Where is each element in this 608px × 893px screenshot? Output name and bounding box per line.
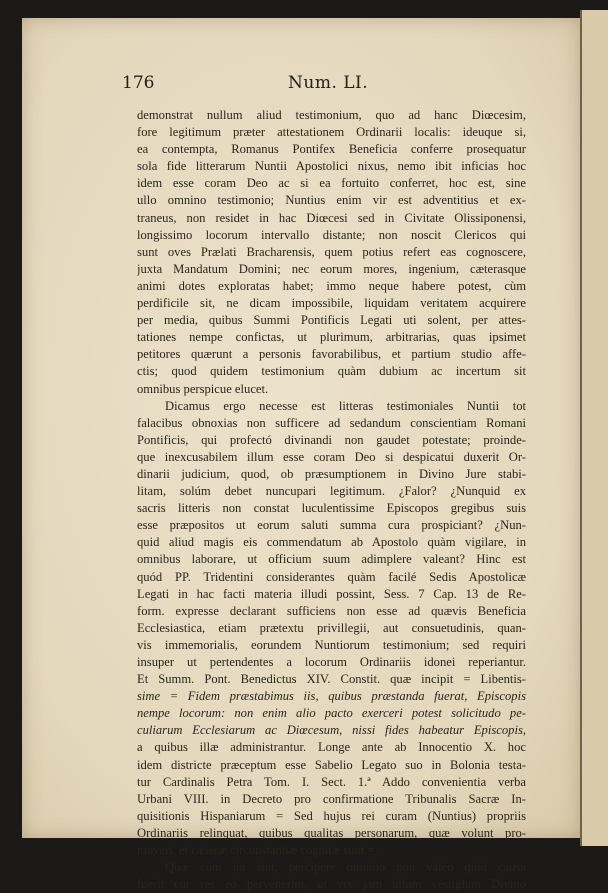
text-line: juxta Mandatum Domini; nec eorum mores, ingenium, cæterasque — [137, 261, 526, 276]
text-line: a quibus illæ administrantur. Longe ante ab Innocentio X. hoc — [137, 740, 526, 755]
text-line: traneus, non residet in hac Diœcesi sed in Civitate Olissiponensi, — [137, 210, 526, 225]
text-line: Ecclesiastica, etiam prætextu privillegii, aut consuetudinis, quan- — [137, 620, 526, 635]
running-title: Num. LI. — [288, 73, 369, 93]
text-line: culiarum Ecclesiarum ac Diœcesum, nissi fides habeatur Episcopis, — [137, 723, 526, 738]
adjacent-page-edge — [580, 10, 608, 846]
page-number: 176 — [122, 73, 155, 93]
text-line: omnibus perspicue elucet. — [137, 381, 269, 396]
text-line: petitores quærunt a personis favorabilibus, et partium studio affe- — [137, 347, 526, 362]
text-line: Pontificis, qui profectó divinandi non gaudet potestate; proinde- — [137, 432, 526, 447]
text-line: Ordinariis relinquat, quibus qualitas personarum, quæ volunt pro- — [137, 825, 526, 840]
text-line: Et Summ. Pont. Benedictus XIV. Constit. quæ incipit = Libentis- — [137, 672, 526, 687]
page-header — [122, 73, 522, 97]
text-line: Dicamus ergo necesse est litteras testimoniales Nuntii tot — [165, 398, 526, 413]
text-line: esse præpositos ut eorum saluti summa cura prospiciant? ¿Nun- — [137, 518, 526, 533]
text-line: litam, solúm debet nuncupari legitimum. ¿Falor? ¿Nunquid ex — [137, 484, 526, 499]
text-line: idem esse coram Deo ac si ea fortuito conferret, hoc est, sine — [137, 176, 526, 191]
text-line: tationes nempe confictas, ut plurimum, arbitrarias, quas ipsimet — [137, 330, 526, 345]
text-line: Urbani VIII. in Decreto pro confirmatione Tribunalis Sacræ In- — [137, 791, 526, 806]
text-line: quid aliud magis eis commendatum ab Apostolo quàm vigilare, in — [137, 535, 526, 550]
text-line: fuerit cur res eó pervenerint, ut vix jam ullum vestigium Divino — [137, 877, 526, 892]
text-line: nempe locorum: non enim alio pacto exerceri potest solicitudo pe- — [137, 706, 526, 721]
text-line: que inexcusabilem illum esse coram Deo si despicatui duxerit Or- — [137, 449, 526, 464]
text-line: insuper ut pertendentes a locorum Ordinariis idonei reperiantur. — [137, 655, 526, 669]
text-line: ea contempta, Romanus Pontifex Beneficia conferre prosequatur — [137, 142, 526, 157]
text-line: sunt oves Prælati Bracharensis, quem potius refert eas cognoscere, — [137, 244, 526, 259]
text-line: vis immemorialis, eorundem Nuntiorum testimonium; sed requiri — [137, 637, 526, 652]
text-line: form. expresse declarant sufficiens non esse ad quævis Beneficia — [137, 603, 526, 618]
text-line: perdificile sit, ne dicam impossibile, liquidam veritatem acquirere — [137, 296, 526, 311]
text-line: Legati in hac facti materia illudi possint, Sess. 7 Cap. 13 de Re- — [137, 586, 526, 601]
text-line: sime = Fidem præstabimus iis, quibus præstanda fuerat, Episcopis — [137, 689, 526, 704]
text-line: quód PP. Tridentini considerantes quàm facilé Sedis Apostolicæ — [137, 569, 526, 584]
text-line: ctis; quod quidem testimonium quàm dubium ac incertum sit — [137, 364, 526, 379]
text-line: Quæ cúm ita sint, percipere omnino non valeo quid causa — [165, 860, 526, 875]
text-line: omnibus laborare, ut officium suum adimplere valeant? Hinc est — [137, 552, 526, 567]
text-line: moveri, et cæteræ circunstantiæ cognitæ sunt =. — [137, 843, 378, 858]
text-line: idem districte præceptum esse Sabelio Legato suo in Bolonia testa- — [137, 757, 526, 772]
text-line: dinarii judicium, quod, ob præsumptionem in Divino Jure stabi- — [137, 466, 526, 481]
text-line: per media, quibus Summi Pontificis Legati uti solent, per attes- — [137, 313, 526, 328]
text-line: quisitionis Hispaniarum = Sed hujus rei curam (Nuntius) propriis — [137, 808, 526, 823]
text-line: ullo omnino testimonio; Nuntius enim vir est adventitius et ex- — [137, 193, 526, 208]
text-line: tur Cardinalis Petra Tom. I. Sect. 1.ª Addo convenientia verba — [137, 774, 526, 789]
text-line: longissimo locorum intervallo distante; non noscit Clericos qui — [137, 227, 526, 242]
body-text — [137, 107, 526, 893]
text-line: falacibus obnoxias non sufficere ad sedandum conscientiam Romani — [137, 415, 526, 430]
text-line: demonstrat nullum aliud testimonium, quo ad hanc Diœcesim, — [137, 108, 526, 122]
text-line: fore legitimum præter attestationem Ordinarii localis: ideuque si, — [137, 125, 526, 140]
text-line: sacris litteris non constat luculentissime Episcopos gregibus suis — [137, 501, 526, 516]
text-line: sola fide litterarum Nuntii Apostolici nixus, nemo ibit inficias hoc — [137, 159, 526, 174]
text-line: animi dotes exploratas habet; immo neque habere potest, cùm — [137, 278, 526, 293]
